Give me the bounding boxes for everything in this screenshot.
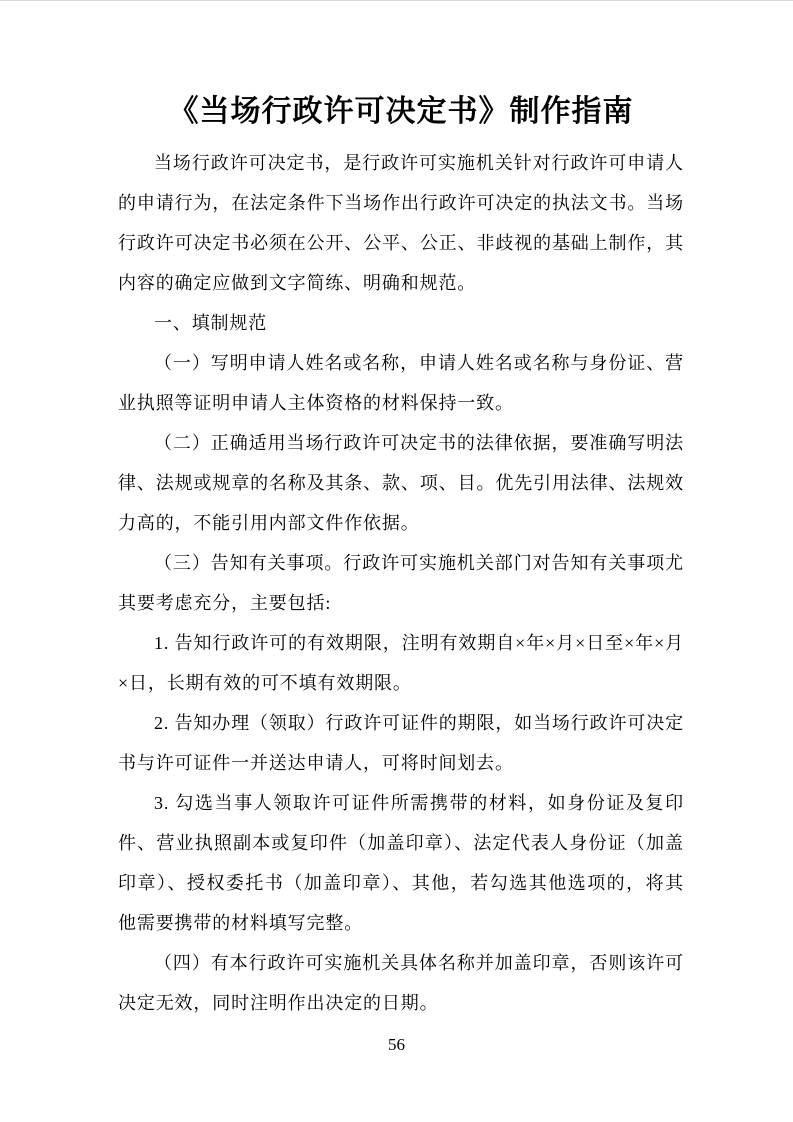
paragraph-item-3: （三）告知有关事项。行政许可实施机关部门对告知有关事项尤其要考虑充分，主要包括: (118, 553, 684, 613)
paragraph-item-3-sub-3: 3. 勾选当事人领取许可证件所需携带的材料，如身份证及复印件、营业执照副本或复印件（加盖印章）、法定代表人身份证（加盖印章）、授权委托书（加盖印章）、其他，若勾选其他选项的，将其他需要携带的材料填写完整。 (118, 793, 684, 933)
paragraph-item-1: （一）写明申请人姓名或名称，申请人姓名或名称与身份证、营业执照等证明申请人主体资格的材料保持一致。 (118, 353, 684, 413)
page-number: 56 (388, 1035, 405, 1054)
document-content (118, 89, 684, 1023)
paragraph-intro: 当场行政许可决定书，是行政许可实施机关针对行政许可申请人的申请行为，在法定条件下当场作出行政许可决定的执法文书。当场行政许可决定书必须在公开、公平、公正、非歧视的基础上制作，其内容的确定应做到文字简练、明确和规范。 (118, 153, 684, 293)
paragraph-item-3-sub-2: 2. 告知办理（领取）行政许可证件的期限，如当场行政许可决定书与许可证件一并送达申请人，可将时间划去。 (118, 713, 684, 773)
page-title: 《当场行政许可决定书》制作指南 (168, 95, 634, 128)
paragraph-section-heading: 一、填制规范 (154, 313, 268, 333)
paragraph-item-2: （二）正确适用当场行政许可决定书的法律依据，要准确写明法律、法规或规章的名称及其条、款、项、目。优先引用法律、法规效力高的，不能引用内部文件作依据。 (118, 433, 684, 533)
paragraph-item-4: （四）有本行政许可实施机关具体名称并加盖印章，否则该许可决定无效，同时注明作出决定的日期。 (118, 953, 684, 1013)
paragraph-item-3-sub-1: 1. 告知行政许可的有效期限，注明有效期自×年×月×日至×年×月×日，长期有效的可不填有效期限。 (118, 633, 684, 693)
